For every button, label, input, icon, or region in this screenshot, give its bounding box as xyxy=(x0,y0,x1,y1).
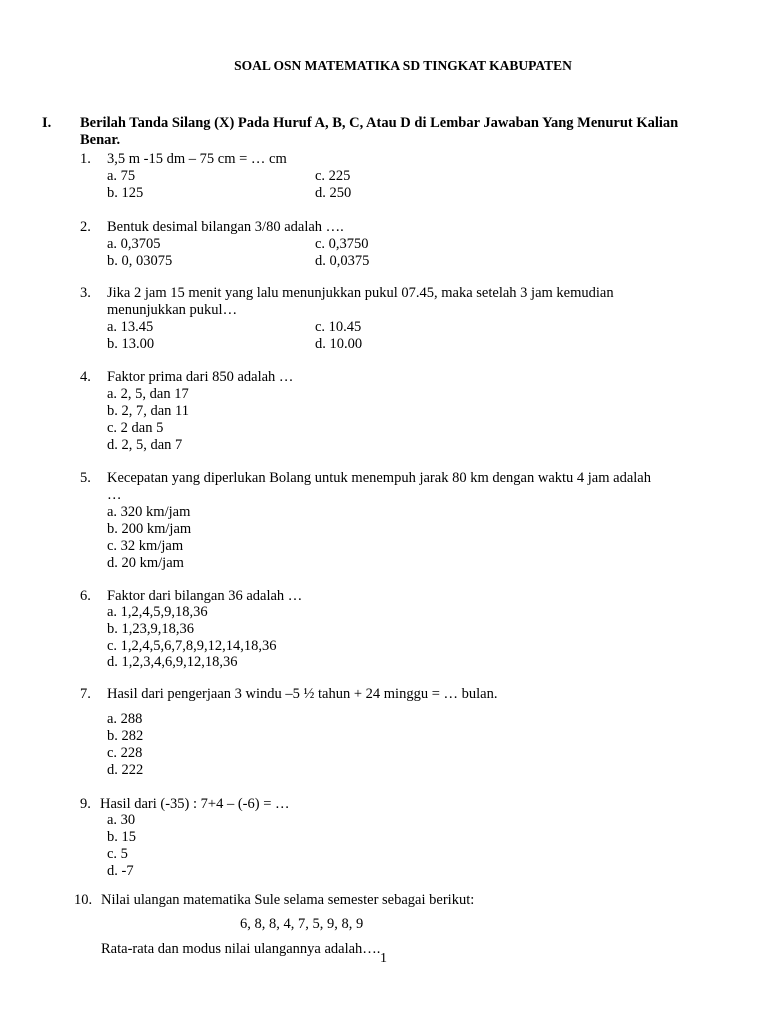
option-c: c. 32 km/jam xyxy=(107,538,184,554)
option-b: b. 0, 03075 xyxy=(107,253,173,269)
question-text: Faktor prima dari 850 adalah … xyxy=(107,369,294,385)
question-text: Faktor dari bilangan 36 adalah … xyxy=(107,588,303,604)
option-a: a. 2, 5, dan 17 xyxy=(107,386,189,402)
question-number: 5. xyxy=(80,470,91,486)
option-d: d. -7 xyxy=(107,863,134,879)
question-text: Hasil dari (-35) : 7+4 – (-6) = … xyxy=(100,796,290,812)
option-c: c. 228 xyxy=(107,745,143,761)
option-d: d. 1,2,3,4,6,9,12,18,36 xyxy=(107,654,238,670)
question-text: Bentuk desimal bilangan 3/80 adalah …. xyxy=(107,219,344,235)
question-number: 3. xyxy=(80,285,91,301)
question-data-line: 6, 8, 8, 4, 7, 5, 9, 8, 9 xyxy=(240,916,364,932)
question-followup: Rata-rata dan modus nilai ulangannya adalah…. xyxy=(101,941,381,957)
option-d: d. 20 km/jam xyxy=(107,555,184,571)
option-b: b. 1,23,9,18,36 xyxy=(107,621,194,637)
section-instruction: Berilah Tanda Silang (X) Pada Huruf A, B, C, Atau D di Lembar Jawaban Yang Menurut Kalian Benar. xyxy=(80,115,679,148)
question-text: Hasil dari pengerjaan 3 windu –5 ½ tahun + 24 minggu = … bulan. xyxy=(107,686,498,702)
page-number: 1 xyxy=(380,951,387,966)
page-title: SOAL OSN MATEMATIKA SD TINGKAT KABUPATEN xyxy=(234,58,572,73)
option-c: c. 225 xyxy=(315,168,351,184)
option-c: c. 10.45 xyxy=(315,319,362,335)
option-d: d. 222 xyxy=(107,762,144,778)
option-c: c. 1,2,4,5,6,7,8,9,12,14,18,36 xyxy=(107,638,277,654)
option-b: b. 200 km/jam xyxy=(107,521,192,537)
option-a: a. 0,3705 xyxy=(107,236,161,252)
option-a: a. 30 xyxy=(107,812,136,828)
option-d: d. 0,0375 xyxy=(315,253,370,269)
option-a: a. 288 xyxy=(107,711,143,727)
option-a: a. 75 xyxy=(107,168,136,184)
option-b: b. 2, 7, dan 11 xyxy=(107,403,190,419)
option-d: d. 2, 5, dan 7 xyxy=(107,437,183,453)
question-number: 9. xyxy=(80,796,91,812)
option-b: b. 13.00 xyxy=(107,336,155,352)
option-b: b. 15 xyxy=(107,829,136,845)
question-number: 6. xyxy=(80,588,91,604)
option-b: b. 282 xyxy=(107,728,144,744)
question-number: 1. xyxy=(80,151,91,167)
question-text: Jika 2 jam 15 menit yang lalu menunjukkan pukul 07.45, maka setelah 3 jam kemudian menunjukkan pukul… xyxy=(107,285,614,318)
option-d: d. 10.00 xyxy=(315,336,363,352)
option-a: a. 13.45 xyxy=(107,319,154,335)
option-c: c. 0,3750 xyxy=(315,236,369,252)
option-a: a. 1,2,4,5,9,18,36 xyxy=(107,604,208,620)
question-number: 7. xyxy=(80,686,91,702)
option-d: d. 250 xyxy=(315,185,352,201)
question-text: Kecepatan yang diperlukan Bolang untuk menempuh jarak 80 km dengan waktu 4 jam adalah … xyxy=(107,470,651,503)
option-c: c. 2 dan 5 xyxy=(107,420,164,436)
question-number: 10. xyxy=(74,892,93,908)
option-a: a. 320 km/jam xyxy=(107,504,191,520)
question-text: Nilai ulangan matematika Sule selama semester sebagai berikut: xyxy=(101,892,475,908)
question-number: 4. xyxy=(80,369,91,385)
question-text: 3,5 m -15 dm – 75 cm = … cm xyxy=(107,151,287,167)
option-c: c. 5 xyxy=(107,846,128,862)
option-b: b. 125 xyxy=(107,185,144,201)
question-number: 2. xyxy=(80,219,91,235)
section-number: I. xyxy=(42,115,52,131)
